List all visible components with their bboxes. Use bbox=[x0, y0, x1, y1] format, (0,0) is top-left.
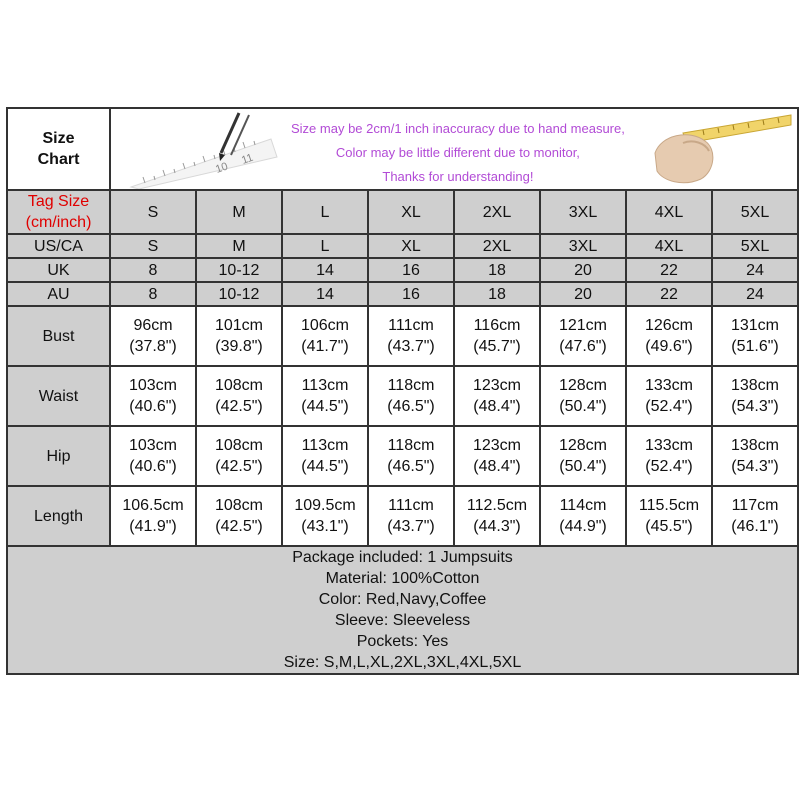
cell-inch: (43.1") bbox=[301, 518, 349, 535]
size-chart-title bbox=[7, 108, 110, 190]
tag-size-cell: 4XL bbox=[626, 190, 712, 234]
tag-size-cell: M bbox=[196, 190, 282, 234]
cell-inch: (52.4") bbox=[645, 458, 693, 475]
table-cell: 18 bbox=[454, 258, 540, 282]
table-cell bbox=[454, 366, 540, 426]
table-cell bbox=[196, 426, 282, 486]
cell-inch: (50.4") bbox=[559, 398, 607, 415]
table-cell bbox=[454, 426, 540, 486]
table-cell: 8 bbox=[110, 258, 196, 282]
cell-inch: (52.4") bbox=[645, 398, 693, 415]
cell-inch: (44.5") bbox=[301, 398, 349, 415]
cell-cm: 101cm bbox=[214, 317, 264, 334]
table-cell bbox=[712, 306, 798, 366]
cell-inch: (44.3") bbox=[473, 518, 521, 535]
row-label-uk: UK bbox=[7, 258, 110, 282]
row-label-length: Length bbox=[7, 486, 110, 546]
table-cell: S bbox=[110, 234, 196, 258]
cell-inch: (41.7") bbox=[301, 338, 349, 355]
cell-cm: 116cm bbox=[473, 317, 521, 334]
table-cell: 20 bbox=[540, 258, 626, 282]
table-row bbox=[7, 258, 798, 282]
table-cell bbox=[454, 486, 540, 546]
cell-cm: 118cm bbox=[387, 377, 435, 394]
table-cell bbox=[282, 486, 368, 546]
table-cell bbox=[196, 486, 282, 546]
table-cell bbox=[454, 306, 540, 366]
cell-inch: (44.9") bbox=[559, 518, 607, 535]
cell-cm: 108cm bbox=[214, 437, 264, 454]
table-row bbox=[7, 282, 798, 306]
cell-cm: 118cm bbox=[387, 437, 435, 454]
cell-cm: 109.5cm bbox=[294, 497, 356, 514]
cell-inch: (42.5") bbox=[215, 398, 263, 415]
table-cell: 22 bbox=[626, 258, 712, 282]
cell-cm: 131cm bbox=[730, 317, 780, 334]
table-cell bbox=[368, 306, 454, 366]
cell-cm: 121cm bbox=[558, 317, 608, 334]
cell-inch: (40.6") bbox=[129, 458, 177, 475]
cell-cm: 133cm bbox=[644, 377, 694, 394]
table-cell bbox=[110, 366, 196, 426]
table-cell bbox=[540, 486, 626, 546]
cell-inch: (54.3") bbox=[731, 398, 779, 415]
table-cell: 16 bbox=[368, 258, 454, 282]
cell-inch: (39.8") bbox=[215, 338, 263, 355]
detail-pockets: Pockets: Yes bbox=[356, 633, 449, 650]
row-label-bust: Bust bbox=[7, 306, 110, 366]
cell-inch: (40.6") bbox=[129, 398, 177, 415]
table-cell: 14 bbox=[282, 258, 368, 282]
table-cell bbox=[196, 306, 282, 366]
cell-inch: (49.6") bbox=[645, 338, 693, 355]
cell-cm: 128cm bbox=[558, 437, 608, 454]
table-cell: 14 bbox=[282, 282, 368, 306]
detail-sleeve: Sleeve: Sleeveless bbox=[334, 612, 471, 629]
cell-cm: 108cm bbox=[214, 377, 264, 394]
table-cell bbox=[110, 486, 196, 546]
cell-inch: (42.5") bbox=[215, 518, 263, 535]
table-cell bbox=[368, 426, 454, 486]
cell-inch: (43.7") bbox=[387, 338, 435, 355]
ruler-number-10: 10 bbox=[214, 160, 230, 176]
tag-size-label-line-1: Tag Size bbox=[27, 193, 90, 210]
tag-size-cell: S bbox=[110, 190, 196, 234]
table-cell: 2XL bbox=[454, 234, 540, 258]
cell-cm: 138cm bbox=[730, 437, 780, 454]
cell-cm: 123cm bbox=[472, 377, 522, 394]
cell-cm: 113cm bbox=[301, 437, 349, 454]
cell-inch: (41.9") bbox=[129, 518, 177, 535]
cell-cm: 128cm bbox=[558, 377, 608, 394]
cell-cm: 126cm bbox=[644, 317, 694, 334]
cell-cm: 114cm bbox=[559, 497, 607, 514]
cell-inch: (37.8") bbox=[129, 338, 177, 355]
cell-cm: 103cm bbox=[128, 437, 178, 454]
table-cell: 18 bbox=[454, 282, 540, 306]
row-label-us-ca: US/CA bbox=[7, 234, 110, 258]
table-row bbox=[7, 306, 798, 366]
table-cell bbox=[540, 366, 626, 426]
table-cell bbox=[626, 486, 712, 546]
tag-size-cell: XL bbox=[368, 190, 454, 234]
table-cell bbox=[368, 366, 454, 426]
table-cell: 8 bbox=[110, 282, 196, 306]
row-label-waist: Waist bbox=[7, 366, 110, 426]
cell-cm: 108cm bbox=[214, 497, 264, 514]
cell-cm: 103cm bbox=[128, 377, 178, 394]
cell-inch: (51.6") bbox=[731, 338, 779, 355]
table-cell bbox=[110, 306, 196, 366]
tag-size-cell: 3XL bbox=[540, 190, 626, 234]
cell-inch: (44.5") bbox=[301, 458, 349, 475]
product-details bbox=[7, 546, 798, 674]
cell-inch: (46.5") bbox=[387, 458, 435, 475]
cell-inch: (48.4") bbox=[473, 398, 521, 415]
cell-inch: (46.1") bbox=[731, 518, 779, 535]
table-cell bbox=[110, 426, 196, 486]
table-cell bbox=[540, 426, 626, 486]
table-cell: XL bbox=[368, 234, 454, 258]
tag-size-label-line-2: (cm/inch) bbox=[25, 214, 92, 231]
table-row bbox=[7, 234, 798, 258]
cell-cm: 115.5cm bbox=[638, 497, 700, 514]
tag-size-cell: 5XL bbox=[712, 190, 798, 234]
table-row bbox=[7, 426, 798, 486]
size-chart bbox=[6, 107, 797, 675]
tag-size-label bbox=[7, 190, 110, 234]
table-cell bbox=[626, 366, 712, 426]
table-row bbox=[7, 486, 798, 546]
table-cell: M bbox=[196, 234, 282, 258]
cell-cm: 111cm bbox=[388, 317, 434, 334]
table-cell: 24 bbox=[712, 258, 798, 282]
table-cell bbox=[540, 306, 626, 366]
disclaimer-text bbox=[291, 117, 625, 189]
ruler-pen-illustration bbox=[121, 109, 281, 189]
table-cell bbox=[282, 366, 368, 426]
table-cell: 24 bbox=[712, 282, 798, 306]
disclaimer-line-3: Thanks for understanding! bbox=[382, 169, 534, 184]
cell-cm: 113cm bbox=[301, 377, 349, 394]
cell-inch: (46.5") bbox=[387, 398, 435, 415]
detail-package: Package included: 1 Jumpsuits bbox=[292, 549, 513, 566]
cell-cm: 106.5cm bbox=[122, 497, 184, 514]
disclaimer-line-1: Size may be 2cm/1 inch inaccuracy due to hand measure, bbox=[291, 121, 625, 136]
tag-size-cell: 2XL bbox=[454, 190, 540, 234]
cell-inch: (43.7") bbox=[387, 518, 435, 535]
table-cell: 20 bbox=[540, 282, 626, 306]
cell-cm: 123cm bbox=[472, 437, 522, 454]
cell-cm: 111cm bbox=[388, 497, 434, 514]
table-cell bbox=[626, 426, 712, 486]
cell-inch: (45.7") bbox=[473, 338, 521, 355]
table-cell: 22 bbox=[626, 282, 712, 306]
table-cell: 5XL bbox=[712, 234, 798, 258]
cell-inch: (47.6") bbox=[559, 338, 607, 355]
tag-size-cell: L bbox=[282, 190, 368, 234]
detail-material: Material: 100%Cotton bbox=[325, 570, 480, 587]
table-cell bbox=[626, 306, 712, 366]
cell-cm: 138cm bbox=[730, 377, 780, 394]
table-cell: 3XL bbox=[540, 234, 626, 258]
table-cell: 4XL bbox=[626, 234, 712, 258]
title-line-2: Chart bbox=[37, 151, 80, 168]
detail-sizes: Size: S,M,L,XL,2XL,3XL,4XL,5XL bbox=[283, 654, 522, 671]
row-label-au: AU bbox=[7, 282, 110, 306]
table-cell bbox=[196, 366, 282, 426]
table-cell bbox=[712, 366, 798, 426]
cell-inch: (54.3") bbox=[731, 458, 779, 475]
cell-cm: 117cm bbox=[731, 497, 779, 514]
size-chart-table bbox=[6, 107, 799, 675]
cell-inch: (45.5") bbox=[645, 518, 693, 535]
table-cell bbox=[712, 426, 798, 486]
table-cell bbox=[712, 486, 798, 546]
cell-inch: (48.4") bbox=[473, 458, 521, 475]
title-line-1: Size bbox=[42, 130, 75, 147]
measure-disclaimer-banner bbox=[110, 108, 798, 190]
cell-cm: 112.5cm bbox=[466, 497, 528, 514]
row-label-hip: Hip bbox=[7, 426, 110, 486]
ruler-number-11: 11 bbox=[240, 151, 255, 167]
cell-inch: (50.4") bbox=[559, 458, 607, 475]
table-cell bbox=[282, 306, 368, 366]
table-cell: 16 bbox=[368, 282, 454, 306]
disclaimer-line-2: Color may be little different due to monitor, bbox=[335, 145, 580, 160]
table-cell: 10-12 bbox=[196, 258, 282, 282]
cell-cm: 133cm bbox=[644, 437, 694, 454]
tape-measure-hand-illustration bbox=[643, 113, 793, 185]
cell-cm: 96cm bbox=[133, 317, 173, 334]
table-cell: L bbox=[282, 234, 368, 258]
cell-inch: (42.5") bbox=[215, 458, 263, 475]
detail-color: Color: Red,Navy,Coffee bbox=[318, 591, 487, 608]
cell-cm: 106cm bbox=[300, 317, 350, 334]
table-row bbox=[7, 366, 798, 426]
table-cell bbox=[282, 426, 368, 486]
table-cell: 10-12 bbox=[196, 282, 282, 306]
table-cell bbox=[368, 486, 454, 546]
